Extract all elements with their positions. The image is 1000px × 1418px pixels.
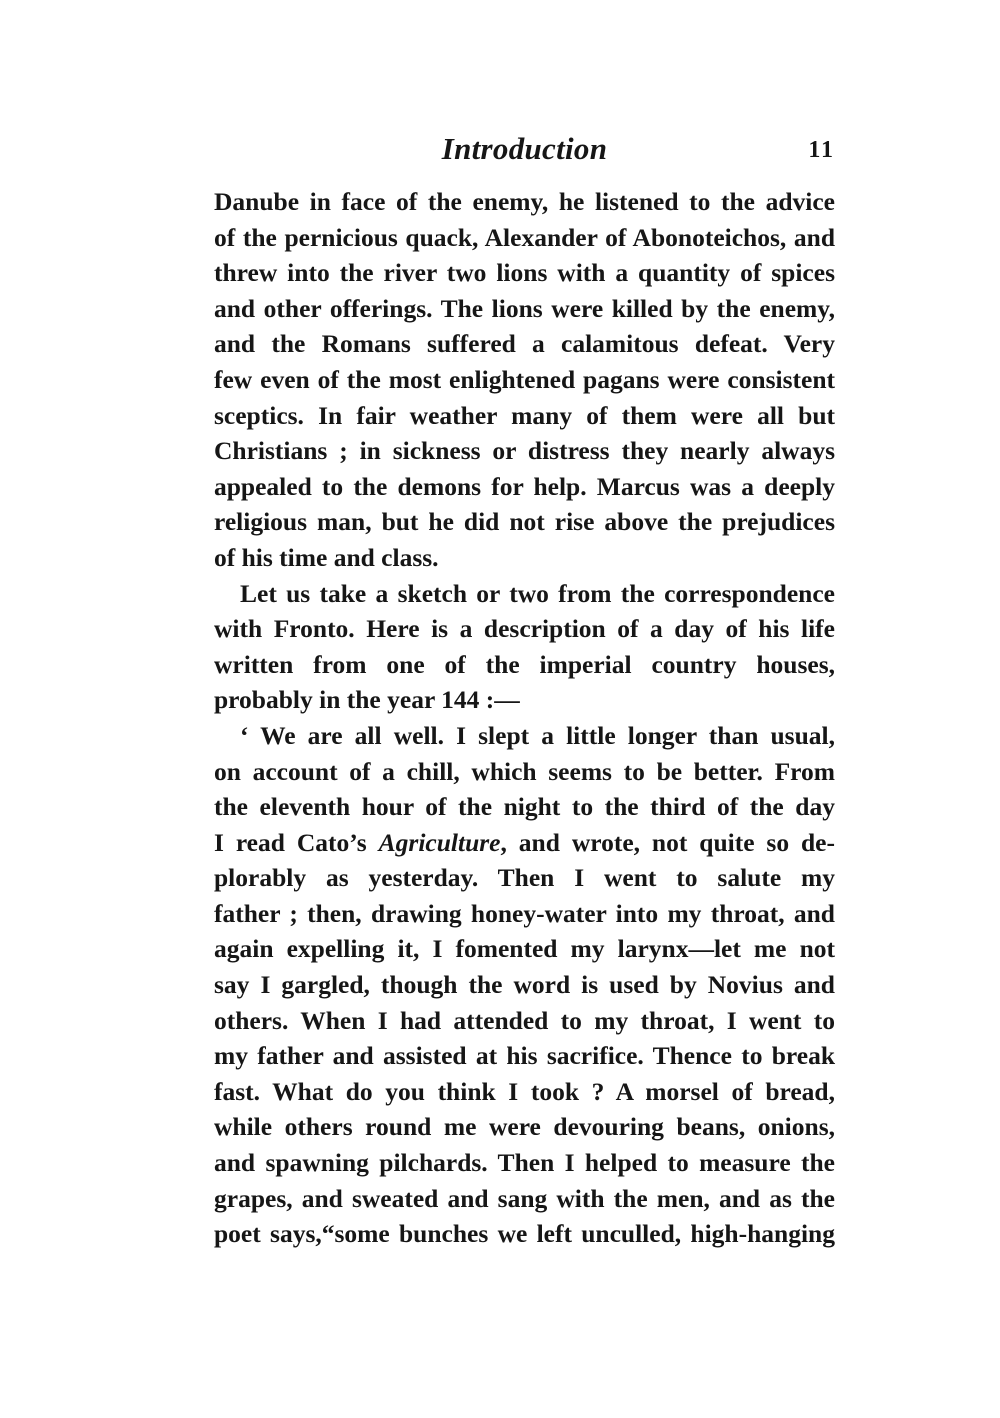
- text-line-with-italic: [214, 825, 835, 861]
- page-number: 11: [808, 137, 835, 163]
- text-line: my father and assisted at his sacrifice. Thence to break: [214, 1041, 835, 1071]
- text-line: father ; then, drawing honey-water into my throat, and: [214, 898, 835, 928]
- body-text: [214, 184, 835, 1252]
- text-line: written from one of the imperial country houses,: [214, 649, 835, 679]
- text-line: and the Romans suffered a calamitous defeat. Very: [214, 329, 835, 359]
- text-line: sceptics. In fair weather many of them were all but: [214, 400, 835, 430]
- text-line: with Fronto. Here is a description of a day of his life: [214, 614, 835, 644]
- paragraph-start-line: ‘ We are all well. I slept a little longer than usual,: [240, 720, 835, 750]
- text-line: the eleventh hour of the night to the third of the day: [214, 792, 835, 822]
- text-segment: , and wrote, not quite so de-: [500, 827, 835, 857]
- text-line: grapes, and sweated and sang with the men, and as the: [214, 1183, 835, 1213]
- text-line: Christians ; in sickness or distress they nearly always: [214, 436, 835, 466]
- text-segment: I read Cato’s: [214, 827, 379, 857]
- text-line: Danube in face of the enemy, he listened to the advice: [214, 187, 835, 216]
- text-line: again expelling it, I fomented my larynx—let me not: [214, 934, 835, 964]
- text-line: fast. What do you think I took ? A morsel of bread,: [214, 1076, 835, 1106]
- text-line: few even of the most enlightened pagans were consistent: [214, 364, 835, 394]
- text-line: and spawning pilchards. Then I helped to measure the: [214, 1148, 835, 1178]
- running-title: Introduction: [441, 131, 608, 166]
- text-line: threw into the river two lions with a quantity of spices: [214, 258, 835, 288]
- text-line: and other offerings. The lions were killed by the enemy,: [214, 293, 835, 323]
- text-line: others. When I had attended to my throat, I went to: [214, 1005, 835, 1035]
- paragraph-start-line: Let us take a sketch or two from the correspondence: [240, 578, 835, 608]
- page-header: [214, 127, 835, 171]
- text-line: say I gargled, though the word is used by Novius and: [214, 970, 835, 1000]
- text-line: appealed to the demons for help. Marcus was a deeply: [214, 471, 835, 501]
- book-title-italic: Agriculture: [378, 827, 501, 857]
- paragraph-end-line: of his time and class.: [214, 542, 439, 572]
- text-line: of the pernicious quack, Alexander of Abonoteichos, and: [214, 222, 835, 252]
- text-line: poet says,“some bunches we left unculled, high-hanging: [214, 1219, 835, 1249]
- text-line: while others round me were devouring beans, onions,: [214, 1112, 835, 1142]
- text-line: religious man, but he did not rise above the prejudices: [214, 507, 835, 537]
- text-line: on account of a chill, which seems to be better. From: [214, 756, 835, 786]
- paragraph-end-line: probably in the year 144 :—: [214, 685, 520, 715]
- text-line: plorably as yesterday. Then I went to salute my: [214, 863, 835, 893]
